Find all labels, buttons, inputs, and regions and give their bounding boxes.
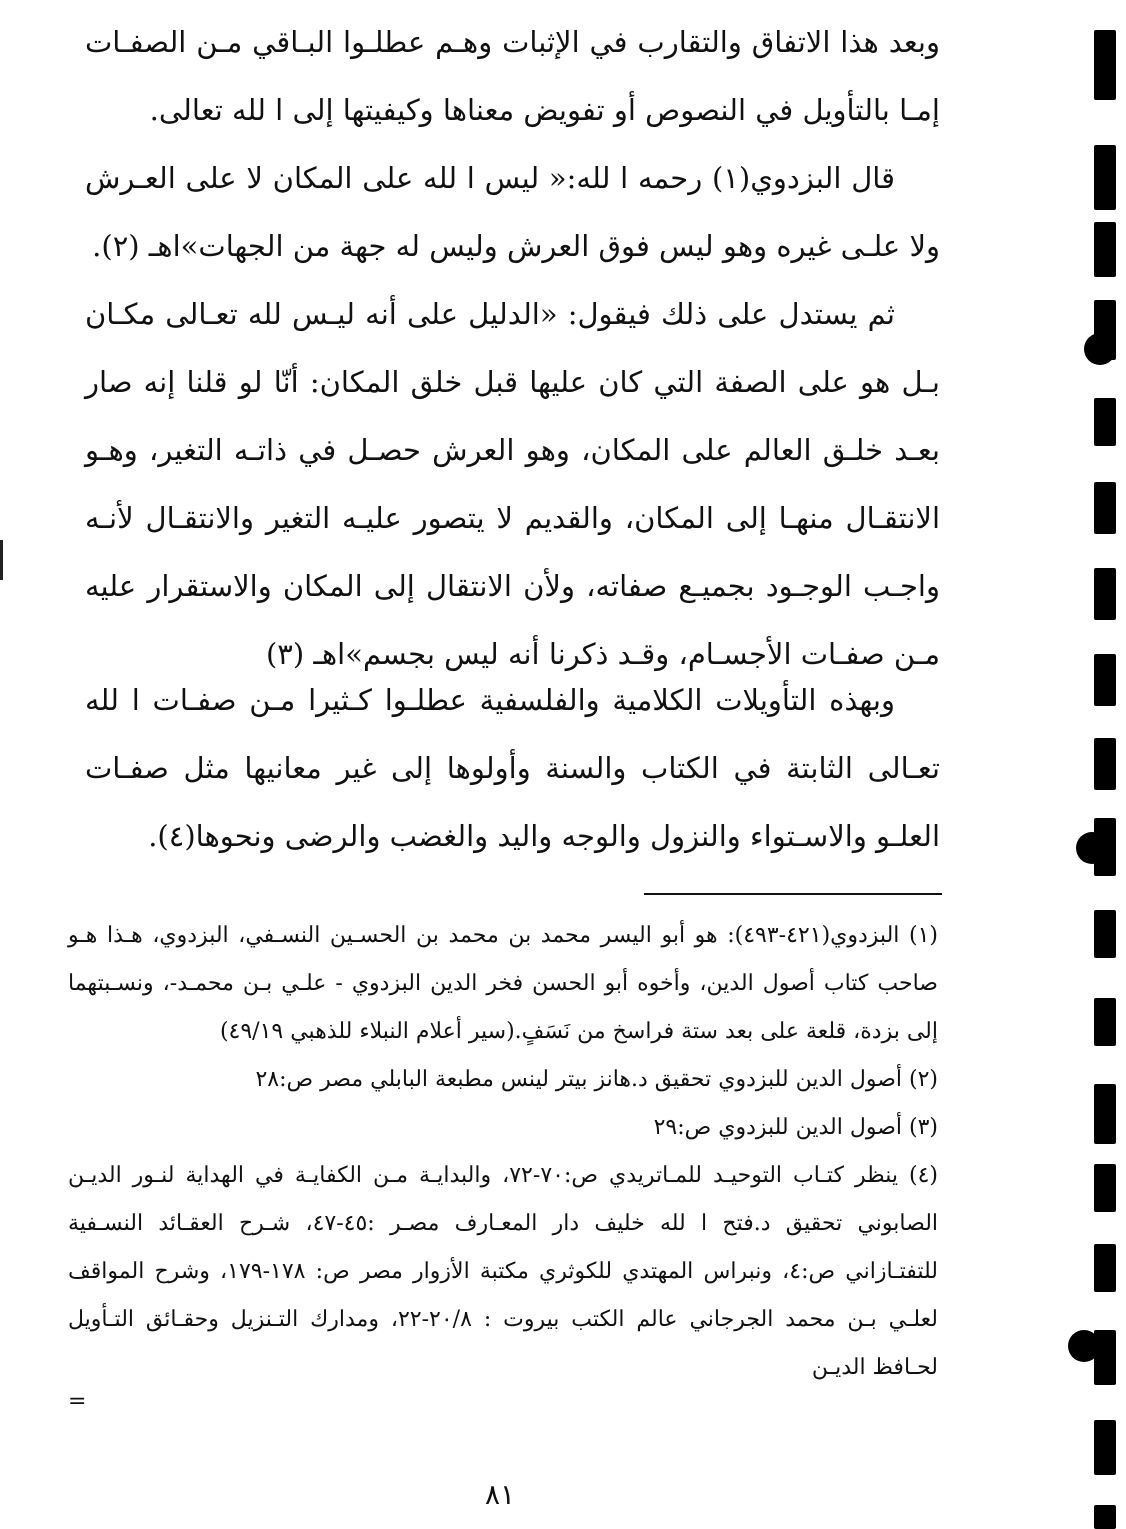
binding-mark	[1094, 30, 1116, 100]
binding-mark	[1094, 738, 1116, 790]
binding-mark	[1094, 222, 1116, 277]
footnote-separator	[644, 893, 942, 895]
binding-mark	[1094, 910, 1116, 958]
binding-mark	[1094, 1164, 1116, 1212]
punch-hole	[1068, 1330, 1100, 1362]
paragraph-2: قال البزدوي(١) رحمه ا لله:« ليس ا لله على المكان لا على العـرش ولا علـى غيره وهو ليس فوق العرش وليس له جهة من الجهات»اهـ (٢).	[85, 161, 940, 263]
footnote-3: (٣) أصول الدين للبزدوي ص:٢٩	[653, 1115, 938, 1140]
footnote-continuation-mark: =	[68, 1389, 87, 1414]
binding-mark	[1094, 568, 1116, 620]
footnote-2: (٢) أصول الدين للبزدوي تحقيق د.هانز بيتر لينس مطبعة البابلي مصر ص:٢٨	[255, 1067, 938, 1092]
punch-hole	[1084, 333, 1116, 365]
binding-mark	[1094, 1505, 1116, 1529]
binding-mark	[1094, 1244, 1116, 1292]
punch-hole	[1076, 832, 1108, 864]
page-number: ٨١	[484, 1478, 516, 1511]
binding-mark	[1094, 1084, 1116, 1144]
paragraph-4: وبهذه التأويلات الكلامية والفلسفية عطلـوا كـثيرا مـن صفـات ا لله تعـالى الثابتة في الكتاب والسنة وأولوها إلى غير معانيها مثل صفـات العلـو والاسـتواء والنزول والوجه واليد والغضب والرضى ونحوها(٤).	[85, 683, 940, 853]
binding-mark	[1094, 654, 1116, 706]
binding-mark	[1094, 482, 1116, 534]
paragraph-3: ثم يستدل على ذلك فيقول: «الدليل على أنه ليـس لله تعـالى مكـان بـل هو على الصفة التي كان عليها قبل خلق المكان: أنّا لو قلنا إنه صار بعـد خلـق العالم على المكان، وهو العرش حصـل في ذاتـه التغير، وهـو الانتقـال منهـا إلى المكان، والقديم لا يتصور عليـه التغير والانتقـال لأنـه واجـب الوجـود بجميـع صفاته، ولأن الانتقال إلى المكان والاستقرار عليه مـن صفـات الأجسـام، وقـد ذكرنا أنه ليس بجسم»اهـ (٣)	[85, 297, 940, 671]
binding-mark	[1094, 998, 1116, 1046]
footnote-4: (٤) ينظر كتـاب التوحيـد للمـاتريدي ص:٧٠-٧٢، والبدايـة مـن الكفايـة في الهداية لنـور الديـن الصابوني تحقيق د.فتح ا لله خليف دار المعـارف مصـر :٤٥-٤٧، شـرح العقـائد النسـفية للتفتـازاني ص:٤، ونبراس المهتدي للكوثري مكتبة الأزوار مصر ص: ١٧٨-١٧٩، وشرح المواقف لعلـي بـن محمد الجرجاني عالم الكتب بيروت : ٢٠/٨-٢٢، ومدارك التـنزيل وحقـائق التـأويل لحـافظ الديـن	[68, 1163, 939, 1380]
binding-mark	[1094, 145, 1116, 210]
binding-mark	[1094, 1420, 1116, 1475]
footnote-1: (١) البزدوي(٤٢١-٤٩٣): هو أبو اليسر محمد بن محمد بن الحسـين النسـفي، البزدوي، هـذا هـو صاحب كتاب أصول الدين، وأخوه أبو الحسن فخر الدين البزدوي - علـي بـن محمـد-، ونسـبتهما إلى بزدة، قلعة على بعد ستة فراسخ من نَسَفٍ.(سير أعلام النبلاء للذهبي ٤٩/١٩)	[68, 923, 938, 1044]
binding-mark	[1094, 398, 1116, 446]
paragraph-1: وبعد هذا الاتفاق والتقارب في الإثبات وهـم عطلـوا البـاقي مـن الصفـات إمـا بالتأويل في النصوص أو تفويض معناها وكيفيتها إلى ا لله تعالى.	[85, 25, 940, 127]
scan-edge-mark	[0, 540, 3, 580]
footnotes	[68, 912, 938, 1412]
